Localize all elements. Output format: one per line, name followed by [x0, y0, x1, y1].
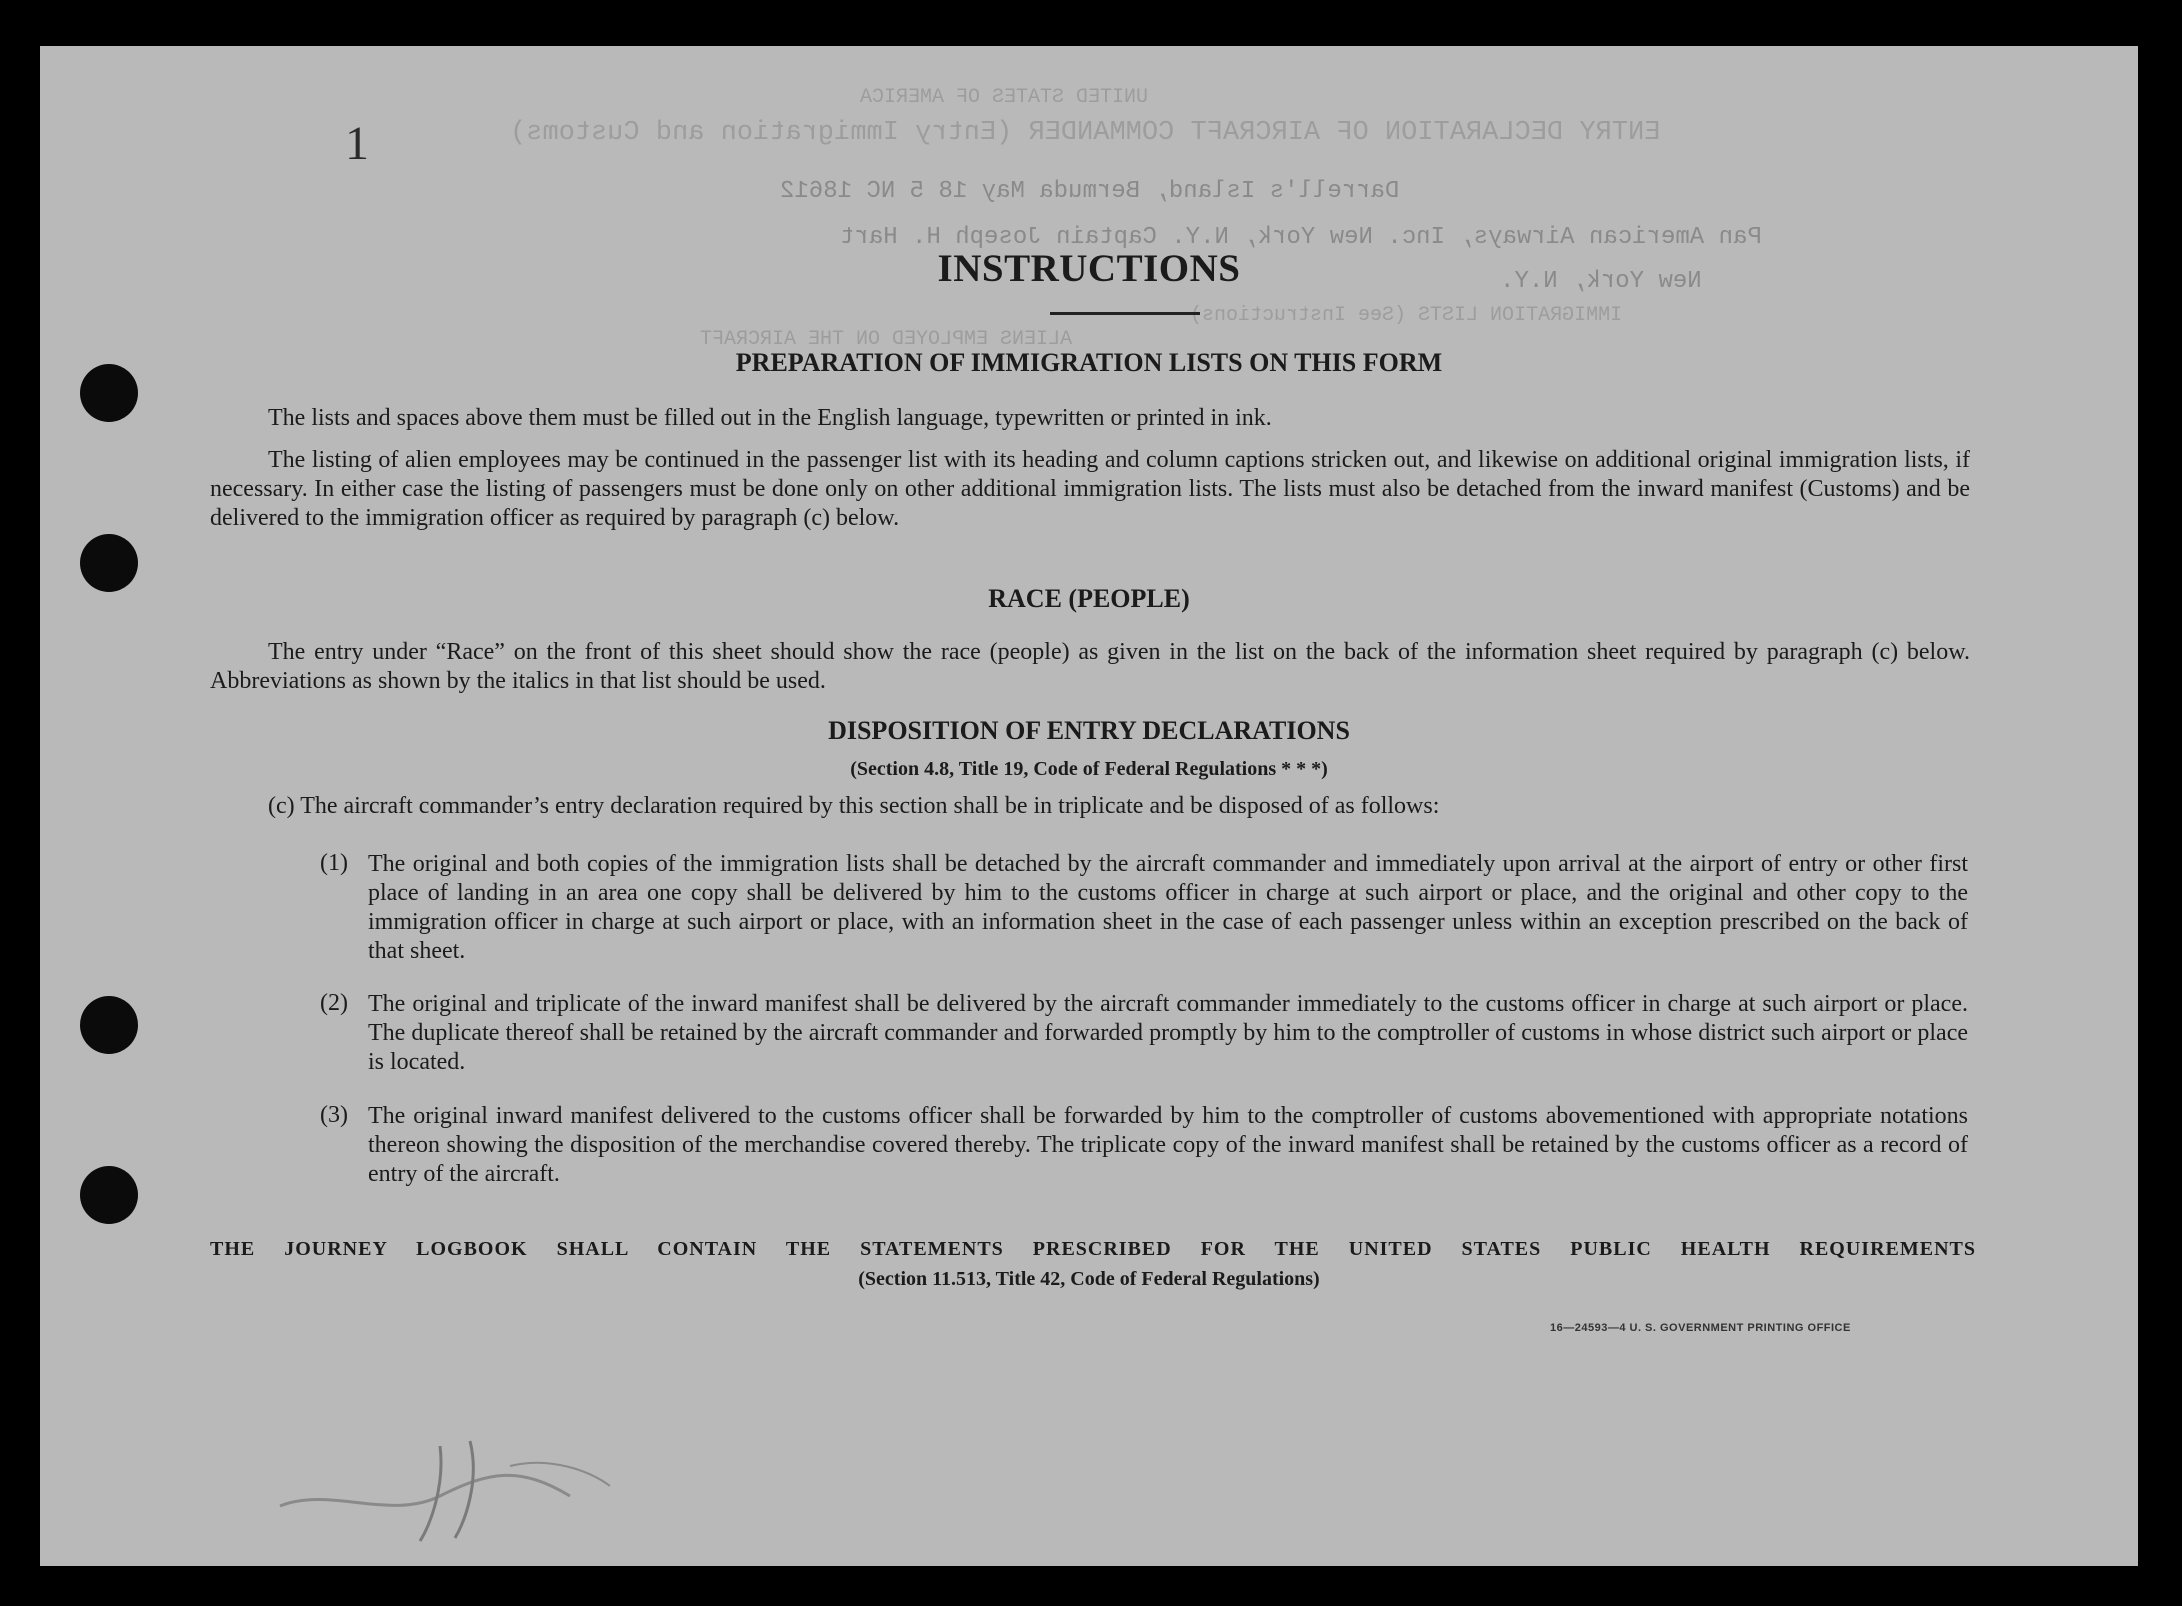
signature-scribble — [270, 1426, 630, 1546]
printing-office-code: 16—24593—4 U. S. GOVERNMENT PRINTING OFFICE — [1550, 1322, 1851, 1334]
title-underline — [1050, 312, 1200, 315]
page-title: INSTRUCTIONS — [937, 247, 1241, 290]
handwritten-mark: 1 — [345, 117, 369, 170]
public-health-statement: THE JOURNEY LOGBOOK SHALL CONTAIN THE STATEMENTS PRESCRIBED FOR THE UNITED STATES PUBLIC HEALTH REQUIREMENTS — [210, 1238, 1976, 1260]
preparation-paragraph-1: The lists and spaces above them must be filled out in the English language, typewritten or printed in ink. — [268, 405, 1272, 431]
punch-hole — [80, 1166, 138, 1224]
disposition-citation: (Section 4.8, Title 19, Code of Federal Regulations * * *) — [850, 758, 1328, 780]
preparation-paragraph-2: The listing of alien employees may be continued in the passenger list with its heading and column captions stricken out, and likewise on additional original immigration lists, if necessary. In either case the listing of passengers must be done only on other additional immigration lists. The lists must also be detached from the inward manifest (Customs) and be delivered to the immigration officer as required by paragraph (c) below. — [210, 447, 1970, 531]
document-sheet — [40, 46, 2138, 1566]
bleed-through-line: Pan American Airways, Inc. New York, N.Y. Captain Joseph H. Hart — [840, 224, 1762, 251]
bleed-through-line: Darrell's Island, Bermuda May 18 5 NC 18612 — [780, 178, 1400, 205]
section-heading-disposition: DISPOSITION OF ENTRY DECLARATIONS — [828, 716, 1350, 745]
public-health-citation: (Section 11.513, Title 42, Code of Federal Regulations) — [858, 1268, 1320, 1290]
disposition-item-3: The original inward manifest delivered to the customs officer shall be forwarded by him to the comptroller of customs abovementioned with appropriate notations thereon showing the disposition of the merchandise covered thereby. The triplicate copy of the inward manifest shall be retained by the customs officer as a record of entry of the aircraft. — [368, 1103, 1968, 1187]
section-heading-race: RACE (PEOPLE) — [988, 584, 1190, 613]
bleed-through-line: ALIENS EMPLOYED ON THE AIRCRAFT — [700, 328, 1073, 351]
item-number: (1) — [320, 850, 348, 876]
section-heading-preparation: PREPARATION OF IMMIGRATION LISTS ON THIS FORM — [735, 348, 1443, 377]
disposition-item-2: The original and triplicate of the inward manifest shall be delivered by the aircraft commander immediately to the customs officer in charge at such airport or place. The duplicate thereof shall be retained by the aircraft commander and forwarded promptly by him to the comptroller of customs in whose district such airport or place is located. — [368, 991, 1968, 1075]
punch-hole — [80, 996, 138, 1054]
race-paragraph: The entry under “Race” on the front of this sheet should show the race (people) as given in the list on the back of the information sheet required by paragraph (c) below. Abbreviations as shown by the italics in that list should be used. — [210, 639, 1970, 694]
item-number: (2) — [320, 990, 348, 1016]
bleed-through-line: New York, N.Y. — [1500, 268, 1702, 295]
bleed-through-line: ENTRY DECLARATION OF AIRCRAFT COMMANDER (Entry Immigration and Customs) — [510, 118, 1661, 148]
bleed-through-line: IMMIGRATION LISTS (See Instructions) — [1190, 304, 1623, 327]
disposition-intro: (c) The aircraft commander’s entry declaration required by this section shall be in triplicate and be disposed of as follows: — [268, 793, 1440, 819]
item-number: (3) — [320, 1102, 348, 1128]
bleed-through-line: UNITED STATES OF AMERICA — [860, 86, 1149, 109]
disposition-item-1: The original and both copies of the immigration lists shall be detached by the aircraft commander and immediately upon arrival at the airport of entry or other first place of landing in an area one copy shall be delivered by him to the customs officer in charge at such airport or place, and the original and other copy to the immigration officer in charge at such airport or place, with an information sheet in the case of each passenger unless within an exception prescribed on the back of that sheet. — [368, 851, 1968, 964]
